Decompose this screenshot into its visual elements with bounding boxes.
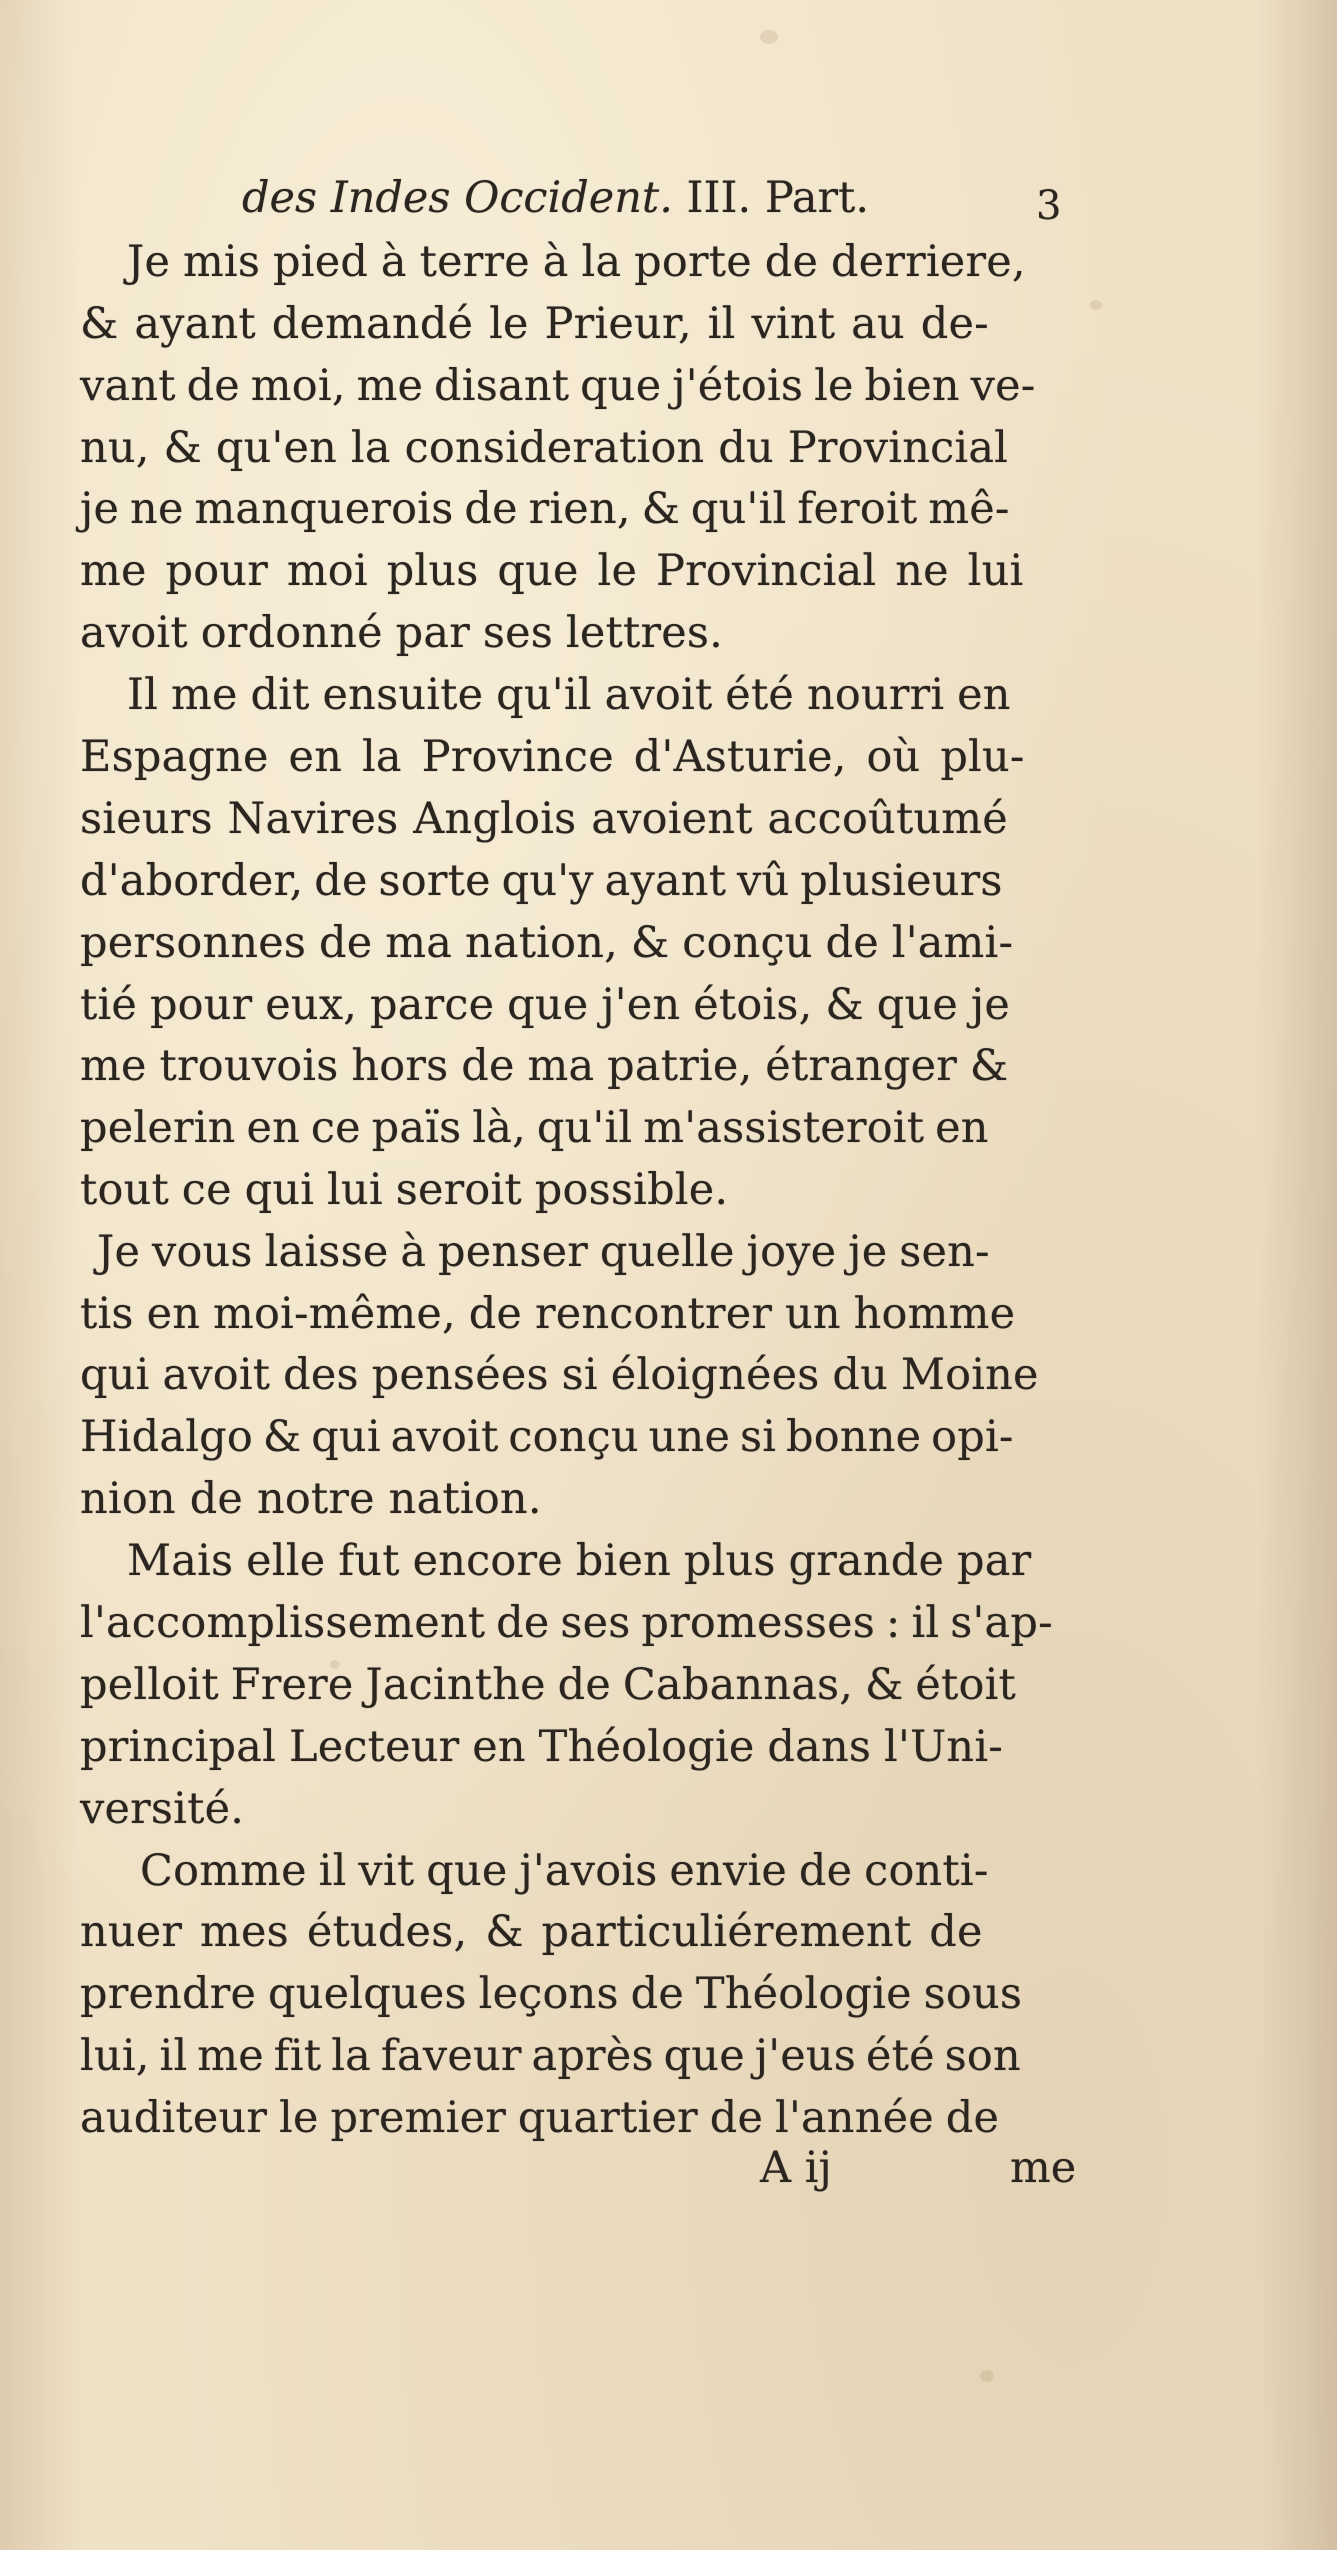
text-line: nu, & qu'en la consideration du Provincial bbox=[80, 423, 1009, 473]
text-line: & ayant demandé le Prieur, il vint au de- bbox=[80, 299, 989, 349]
text-line: tis en moi-même, de rencontrer un homme bbox=[80, 1289, 1016, 1339]
text-line: prendre quelques leçons de Théologie sous bbox=[80, 1969, 1023, 2019]
text-line: Il me dit ensuite qu'il avoit été nourri en bbox=[127, 670, 1011, 720]
text-line: avoit ordonné par ses lettres. bbox=[80, 608, 724, 658]
text-line: Je vous laisse à penser quelle joye je sen- bbox=[97, 1227, 990, 1277]
text-line: pelerin en ce païs là, qu'il m'assisteroit en bbox=[80, 1103, 989, 1153]
text-line: tout ce qui lui seroit possible. bbox=[80, 1165, 729, 1215]
paper-spot bbox=[1090, 300, 1102, 310]
text-line: nion de notre nation. bbox=[80, 1474, 542, 1524]
text-line: vant de moi, me disant que j'étois le bien ve- bbox=[80, 361, 1036, 411]
text-line: lui, il me fit la faveur après que j'eus été son bbox=[80, 2031, 1021, 2081]
text-line: Comme il vit que j'avois envie de conti- bbox=[140, 1846, 989, 1896]
text-line: Mais elle fut encore bien plus grande par bbox=[127, 1536, 1032, 1586]
text-line: sieurs Navires Anglois avoient accoûtumé bbox=[80, 794, 1008, 844]
text-line: pelloit Frere Jacinthe de Cabannas, & étoit bbox=[80, 1660, 1017, 1710]
running-title-italic: des Indes Occident. bbox=[242, 173, 673, 223]
text-line: me pour moi plus que le Provincial ne lui bbox=[80, 546, 1024, 596]
running-title-part: III. Part. bbox=[672, 173, 869, 223]
text-line: Hidalgo & qui avoit conçu une si bonne opi- bbox=[80, 1412, 1014, 1462]
text-line: Je mis pied à terre à la porte de derriere, bbox=[127, 237, 1026, 287]
text-line: d'aborder, de sorte qu'y ayant vû plusieurs bbox=[80, 856, 1003, 906]
running-title bbox=[242, 173, 869, 223]
text-line: tié pour eux, parce que j'en étois, & que je bbox=[80, 980, 1011, 1030]
text-line: je ne manquerois de rien, & qu'il feroit mê- bbox=[80, 484, 1010, 534]
text-line: qui avoit des pensées si éloignées du Moine bbox=[80, 1350, 1039, 1400]
text-line: nuer mes études, & particuliérement de bbox=[80, 1907, 983, 1957]
text-line: versité. bbox=[80, 1784, 245, 1834]
paper-spot bbox=[760, 30, 778, 44]
text-line: personnes de ma nation, & conçu de l'ami- bbox=[80, 918, 1014, 968]
text-line: auditeur le premier quartier de l'année de bbox=[80, 2093, 1000, 2143]
catchword: me bbox=[1010, 2143, 1077, 2193]
text-line: principal Lecteur en Théologie dans l'Uni- bbox=[80, 1722, 1004, 1772]
text-line: me trouvois hors de ma patrie, étranger & bbox=[80, 1041, 1009, 1091]
text-line: Espagne en la Province d'Asturie, où plu- bbox=[80, 732, 1025, 782]
page-number: 3 bbox=[1036, 183, 1062, 229]
paper-spot bbox=[980, 2370, 994, 2382]
text-line: l'accomplissement de ses promesses : il s'ap- bbox=[80, 1598, 1053, 1648]
signature-mark: A ij bbox=[760, 2143, 832, 2193]
